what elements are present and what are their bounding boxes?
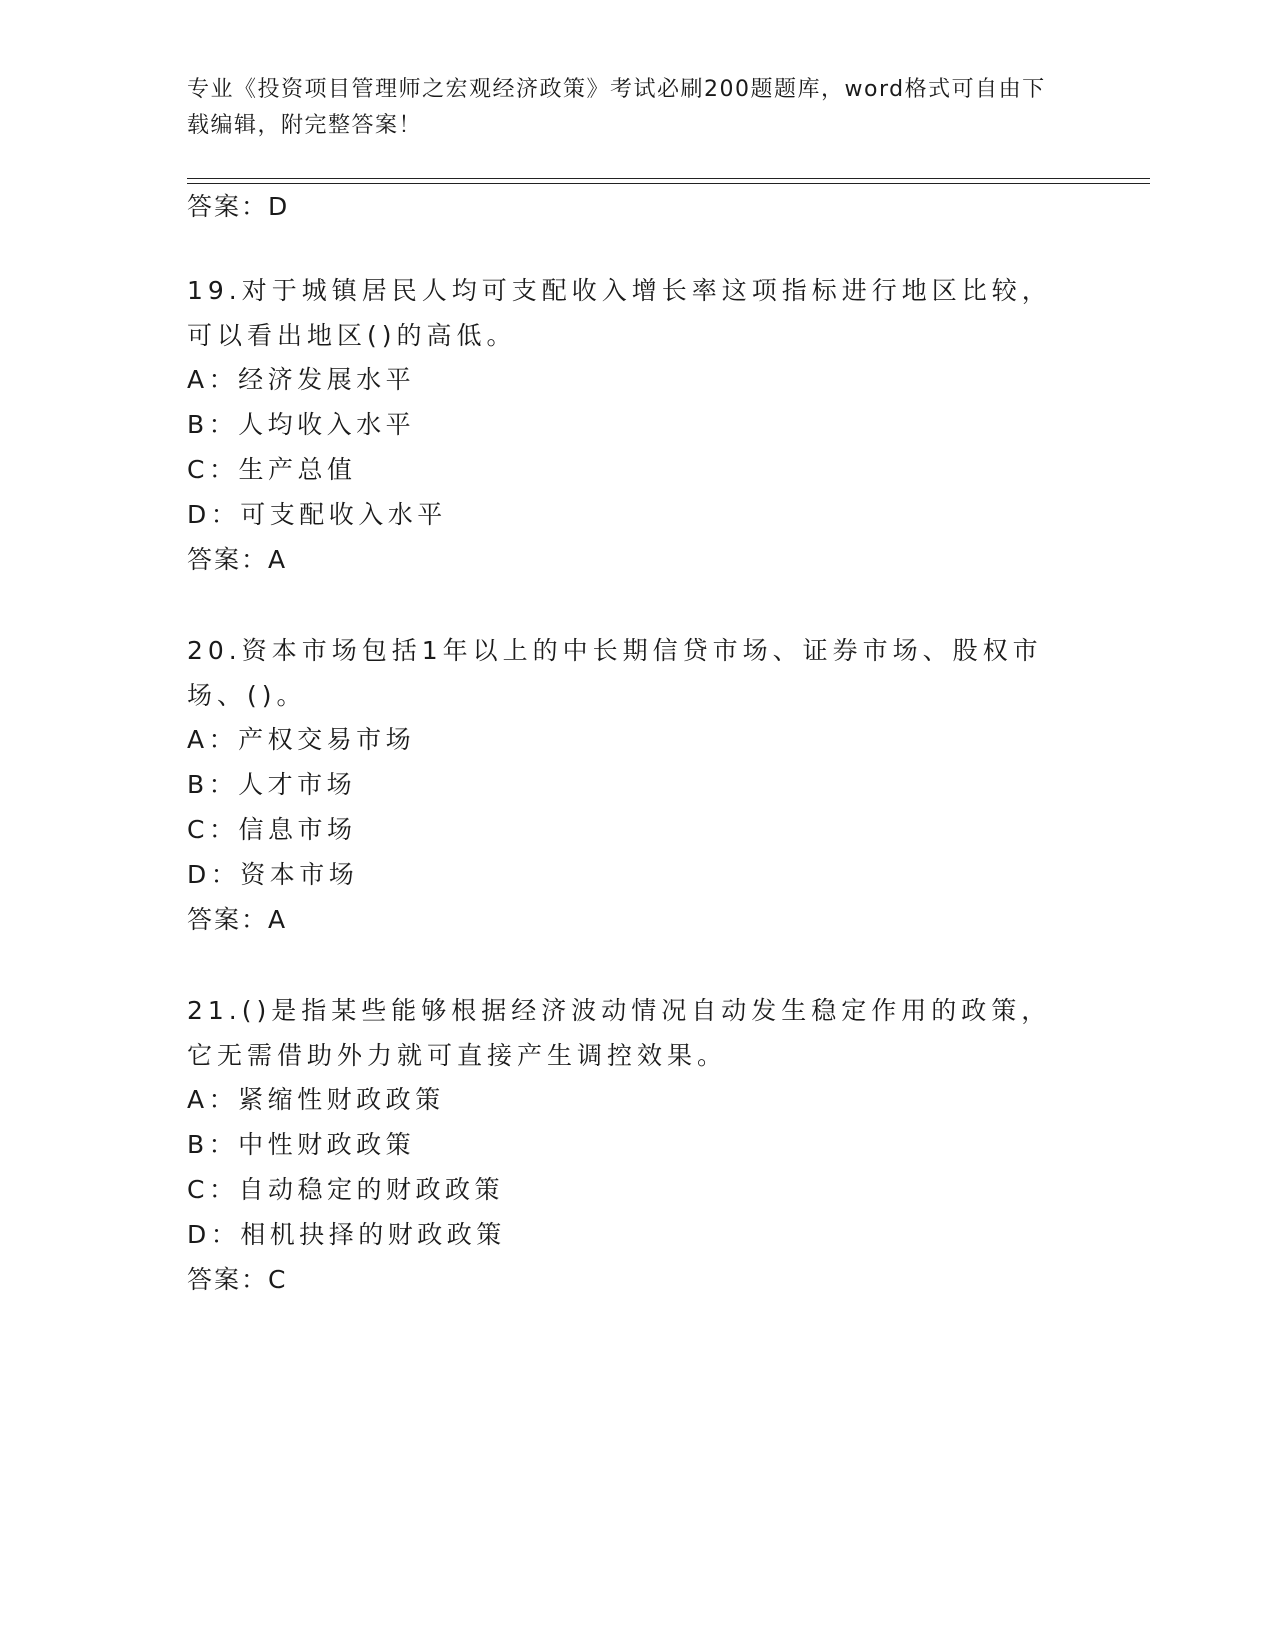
question-20-option-b: B：人才市场 [187, 770, 357, 799]
header-rule-second [187, 183, 1150, 184]
question-19-answer: 答案：A [187, 545, 288, 574]
question-21-option-b: B：中性财政政策 [187, 1130, 416, 1159]
page-header: 专业《投资项目管理师之宏观经济政策》考试必刷200题题库，word格式可自由下载编辑，附完整答案！ [187, 77, 1046, 138]
question-20-option-c: C：信息市场 [187, 815, 357, 844]
question-19-option-a: A：经济发展水平 [187, 365, 416, 394]
question-21-option-a: A：紧缩性财政政策 [187, 1085, 445, 1114]
question-19-option-b: B：人均收入水平 [187, 410, 416, 439]
question-21-option-c: C：自动稳定的财政政策 [187, 1175, 504, 1204]
question-20-text: 20.资本市场包括1年以上的中长期信贷市场、证券市场、股权市场、()。 [187, 636, 1043, 710]
question-20-answer: 答案：A [187, 905, 288, 934]
question-21-answer: 答案：C [187, 1265, 288, 1294]
question-21-option-d: D：相机抉择的财政政策 [187, 1220, 506, 1249]
question-20-option-a: A：产权交易市场 [187, 725, 416, 754]
question-19-text: 19.对于城镇居民人均可支配收入增长率这项指标进行地区比较，可以看出地区()的高低。 [187, 276, 1052, 350]
question-19-option-d: D：可支配收入水平 [187, 500, 447, 529]
header-rule [187, 178, 1150, 179]
previous-answer: 答案：D [187, 192, 290, 221]
question-19-option-c: C：生产总值 [187, 455, 357, 484]
question-20-option-d: D：资本市场 [187, 860, 359, 889]
question-21-text: 21.()是指某些能够根据经济波动情况自动发生稳定作用的政策，它无需借助外力就可直接产生调控效果。 [187, 996, 1052, 1070]
